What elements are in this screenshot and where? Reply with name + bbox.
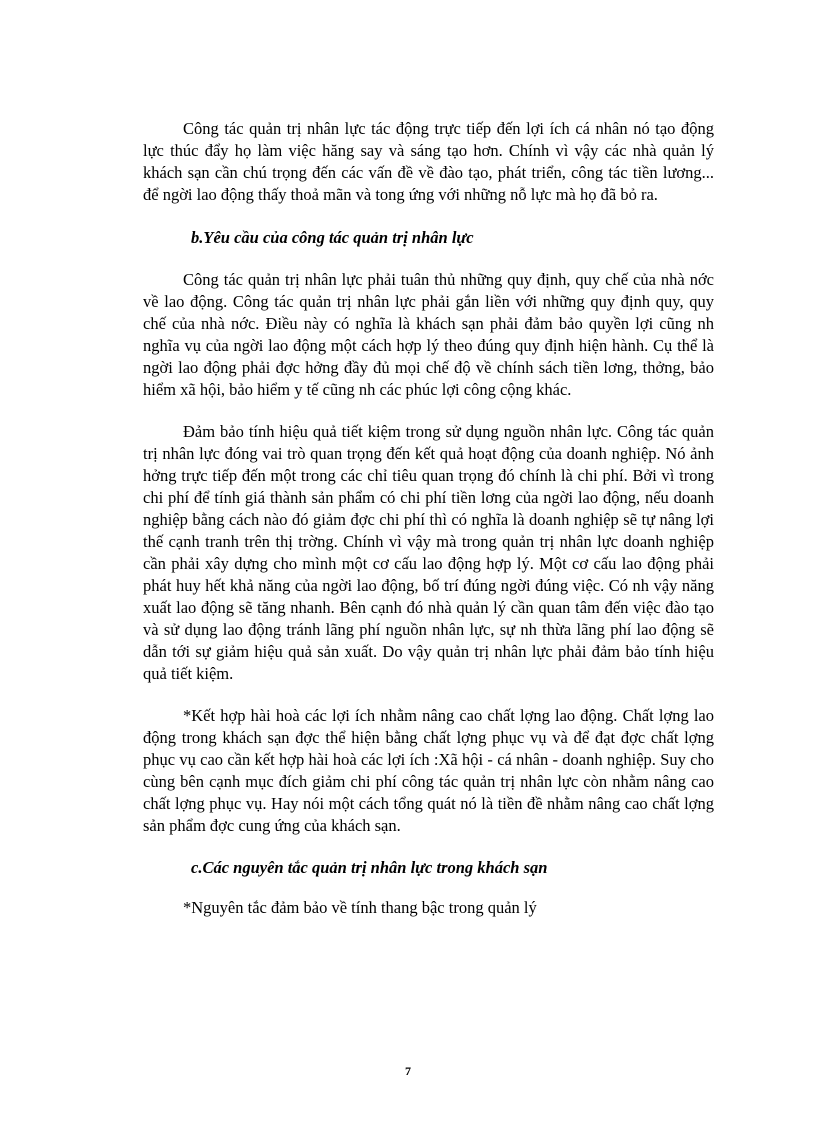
paragraph-legal-compliance: Công tác quản trị nhân lực phải tuân thủ những quy định, quy chế của nhà nớc về lao động. Công tác quản trị nhân lực phải gắn liền với những quy định quy, quy chế của nhà nớc. Điều này có nghĩa là khách sạn phải đảm bảo quyền lợi cũng nh nghĩa vụ của ngời lao động một cách hợp lý theo đúng quy định hiện hành. Cụ thể là ngời lao động phải đợc hởng đầy đủ mọi chế độ về chính sách tiền lơng, thởng, bảo hiểm xã hội, bảo hiểm y tế cũng nh các phúc lợi công cộng khác. — [143, 270, 714, 399]
section-heading-c: c.Các nguyên tắc quản trị nhân lực trong khách sạn — [191, 858, 548, 877]
paragraph-harmonized-interests: *Kết hợp hài hoà các lợi ích nhằm nâng cao chất lợng lao động. Chất lợng lao động trong khách sạn đợc thể hiện bằng chất lợng phục vụ và để đạt đợc chất lợng phục vụ cao cần kết hợp hài hoà các lợi ích :Xã hội - cá nhân - doanh nghiệp. Suy cho cùng bên cạnh mục đích giảm chi phí công tác quản trị nhân lực còn nhằm nâng cao chất lợng phục vụ. Hay nói một cách tổng quát nó là tiền đề nhằm nâng cao chất lợng sản phẩm đợc cung ứng của khách sạn. — [143, 706, 714, 835]
paragraph-hr-motivation: Công tác quản trị nhân lực tác động trực tiếp đến lợi ích cá nhân nó tạo động lực thúc đẩy họ làm việc hăng say và sáng tạo hơn. Chính vì vậy các nhà quản lý khách sạn cần chú trọng đến các vấn đề về đào tạo, phát triển, công tác tiền lương... để ngời lao động thấy thoả mãn và tong ứng với những nỗ lực mà họ đã bỏ ra. — [143, 119, 714, 204]
document-page — [143, 118, 714, 919]
paragraph-efficiency: Đảm bảo tính hiệu quả tiết kiệm trong sử dụng nguồn nhân lực. Công tác quản trị nhân lực đóng vai trò quan trọng đến kết quả hoạt động của doanh nghiệp. Nó ảnh hởng trực tiếp đến một trong các chỉ tiêu quan trọng đó chính là chi phí. Bởi vì trong chi phí để tính giá thành sản phẩm có chi phí tiền lơng của ngời lao động, nếu doanh nghiệp bằng cách nào đó giảm đợc chi phí thì có nghĩa là doanh nghiệp sẽ tự nâng lợi thế cạnh tranh trên thị trờng. Chính vì vậy mà trong quản trị nhân lực doanh nghiệp cần phải xây dựng cho mình một cơ cấu lao động hợp lý. Một cơ cấu lao động phải phát huy hết khả năng của ngời lao động, bố trí đúng ngời đúng việc. Có nh vậy năng xuất lao động sẽ tăng nhanh. Bên cạnh đó nhà quản lý cần quan tâm đến việc đào tạo và sử dụng lao động tránh lãng phí nguồn nhân lực, sự nh thừa lãng phí lao động sẽ dẫn tới sự giảm hiệu quả sản xuất. Do vậy quản trị nhân lực phải đảm bảo tính hiệu quả tiết kiệm. — [143, 422, 714, 683]
section-heading-b: b.Yêu cầu của công tác quản trị nhân lực — [191, 228, 474, 247]
paragraph-hierarchy-principle: *Nguyên tắc đảm bảo về tính thang bậc trong quản lý — [183, 898, 537, 917]
page-number: 7 — [405, 1064, 411, 1078]
